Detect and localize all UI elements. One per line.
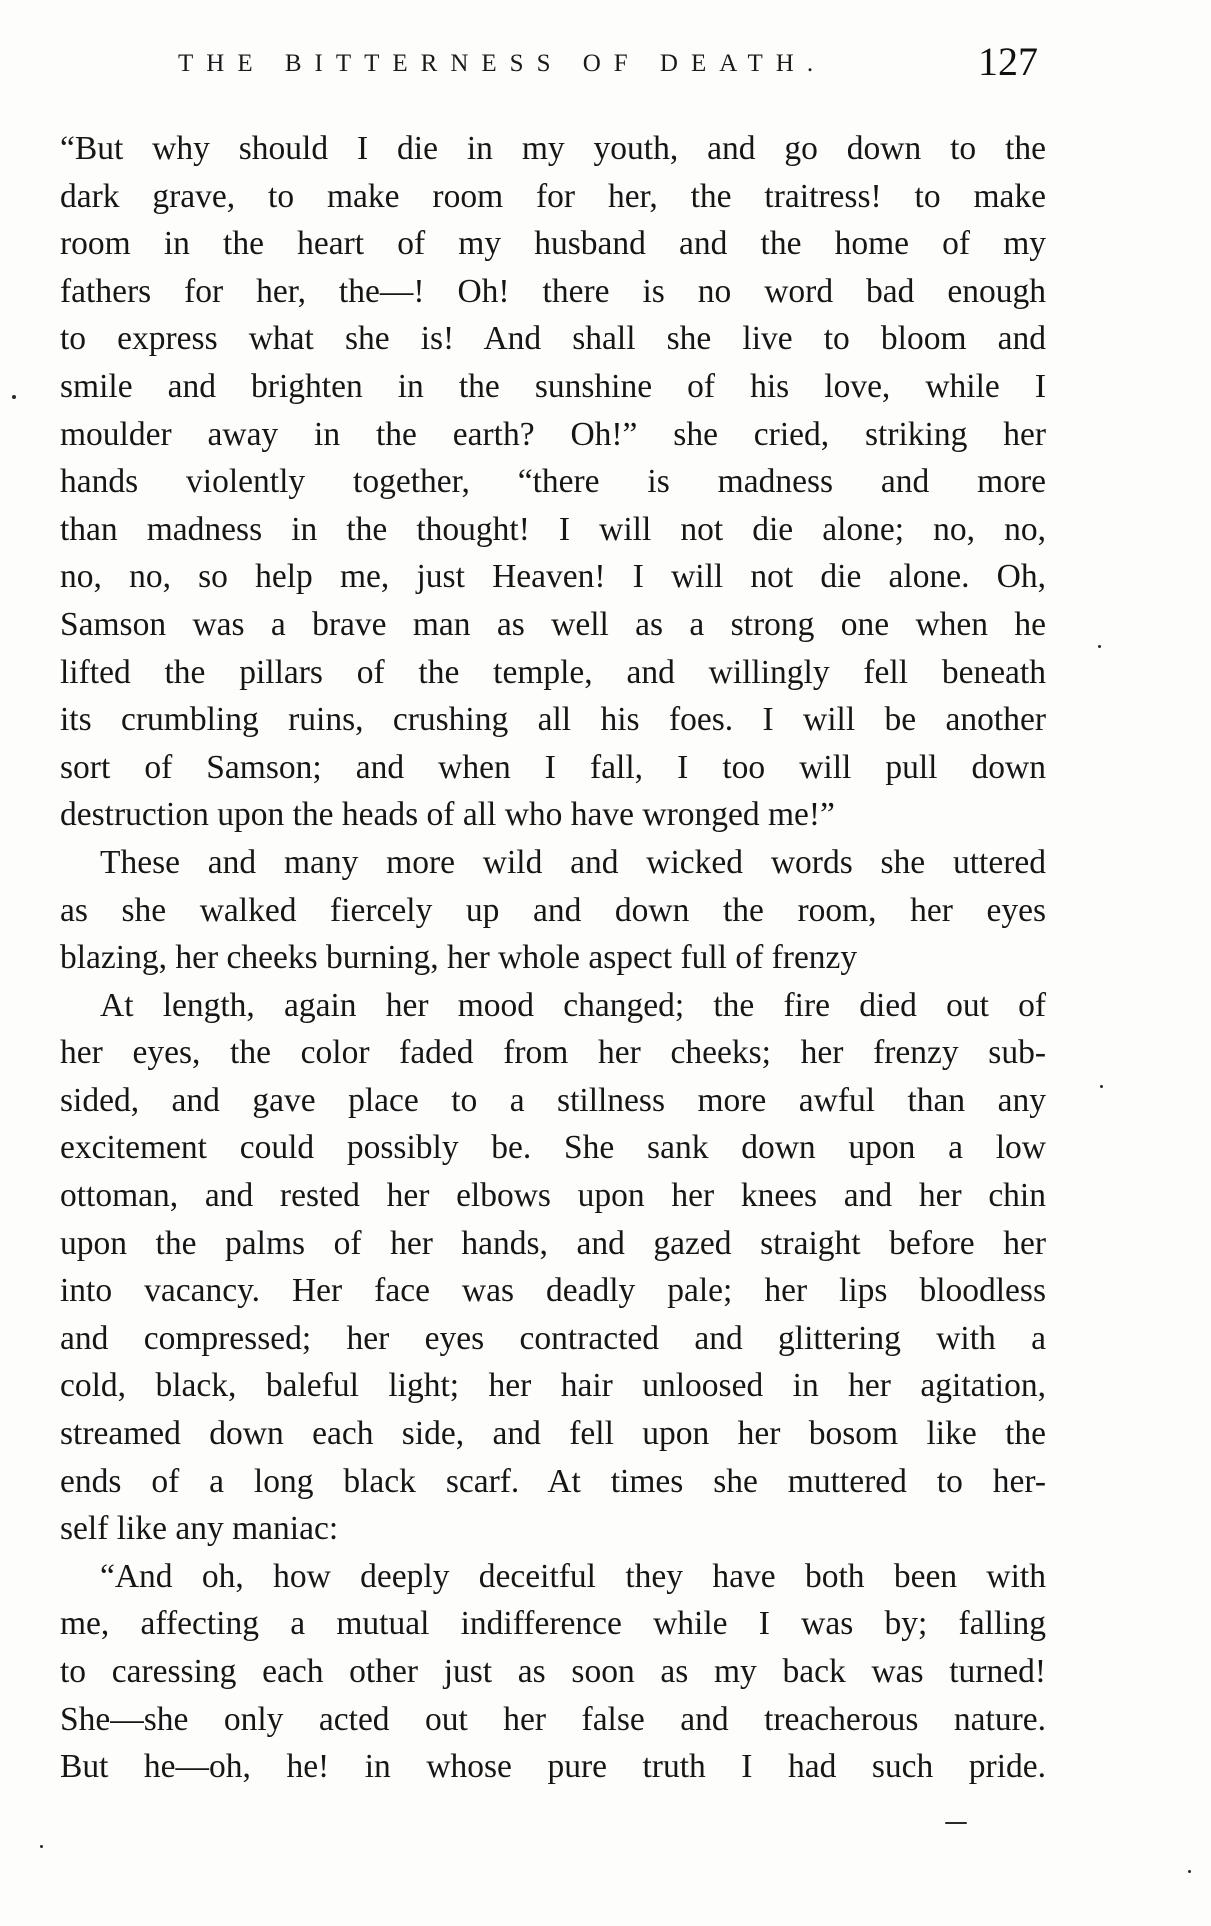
text-line: excitement could possibly be. She sank down upon a low	[60, 1129, 1046, 1167]
paragraph-1	[60, 125, 1046, 839]
text-line: self like any maniac:	[60, 1510, 339, 1548]
text-line: ottoman, and rested her elbows upon her knees and her chin	[60, 1177, 1046, 1215]
print-speck	[1100, 1085, 1103, 1088]
text-line: dark grave, to make room for her, the traitress! to make	[60, 177, 1046, 215]
text-line: room in the heart of my husband and the home of my	[60, 225, 1046, 263]
print-speck	[12, 395, 16, 399]
text-line: streamed down each side, and fell upon her bosom like the	[60, 1415, 1046, 1453]
text-line: lifted the pillars of the temple, and willingly fell beneath	[60, 653, 1046, 691]
text-line: ends of a long black scarf. At times she muttered to her-	[60, 1462, 1046, 1500]
text-line: Samson was a brave man as well as a strong one when he	[60, 605, 1046, 643]
text-line: These and many more wild and wicked words she uttered	[100, 843, 1046, 881]
print-speck	[1188, 1870, 1191, 1873]
print-speck	[945, 1822, 967, 1824]
text-line: than madness in the thought! I will not die alone; no, no,	[60, 510, 1046, 548]
text-line: destruction upon the heads of all who have wronged me!”	[60, 796, 835, 834]
text-line: moulder away in the earth? Oh!” she cried, striking her	[60, 415, 1046, 453]
page-number: 127	[978, 39, 1038, 84]
paragraph-3	[60, 982, 1046, 1553]
text-line: “And oh, how deeply deceitful they have both been with	[100, 1557, 1046, 1595]
body-text	[60, 125, 1046, 1791]
text-line: But he—oh, he! in whose pure truth I had such pride.	[60, 1748, 1046, 1786]
text-line: “But why should I die in my youth, and go down to the	[60, 130, 1046, 167]
text-line: her eyes, the color faded from her cheeks; her frenzy sub-	[60, 1034, 1046, 1072]
text-line: to caressing each other just as soon as my back was turned!	[60, 1653, 1046, 1690]
text-line: to express what she is! And shall she live to bloom and	[60, 320, 1046, 358]
text-line: as she walked fiercely up and down the room, her eyes	[60, 891, 1046, 929]
text-line: She—she only acted out her false and treacherous nature.	[60, 1700, 1046, 1738]
text-line: upon the palms of her hands, and gazed straight before her	[60, 1224, 1046, 1262]
text-line: fathers for her, the—! Oh! there is no word bad enough	[60, 272, 1046, 310]
text-line: sided, and gave place to a stillness more awful than any	[60, 1081, 1046, 1119]
text-line: me, affecting a mutual indifference while I was by; falling	[60, 1605, 1046, 1643]
text-line: blazing, her cheeks burning, her whole aspect full of frenzy	[60, 939, 858, 977]
text-line: into vacancy. Her face was deadly pale; her lips bloodless	[60, 1272, 1046, 1310]
print-speck	[1098, 645, 1101, 648]
running-title: THE BITTERNESS OF DEATH.	[178, 50, 827, 77]
print-speck	[40, 1845, 43, 1848]
text-line: At length, again her mood changed; the fire died out of	[100, 986, 1046, 1024]
text-line: hands violently together, “there is madness and more	[60, 463, 1046, 501]
text-line: smile and brighten in the sunshine of his love, while I	[60, 367, 1046, 405]
page-header	[60, 40, 1040, 96]
text-line: its crumbling ruins, crushing all his foes. I will be another	[60, 701, 1046, 739]
text-line: no, no, so help me, just Heaven! I will not die alone. Oh,	[60, 558, 1046, 596]
text-line: cold, black, baleful light; her hair unloosed in her agitation,	[60, 1367, 1046, 1405]
text-line: and compressed; her eyes contracted and glittering with a	[60, 1319, 1046, 1357]
paragraph-2	[60, 839, 1046, 982]
paragraph-4	[60, 1553, 1046, 1791]
text-line: sort of Samson; and when I fall, I too will pull down	[60, 748, 1046, 786]
